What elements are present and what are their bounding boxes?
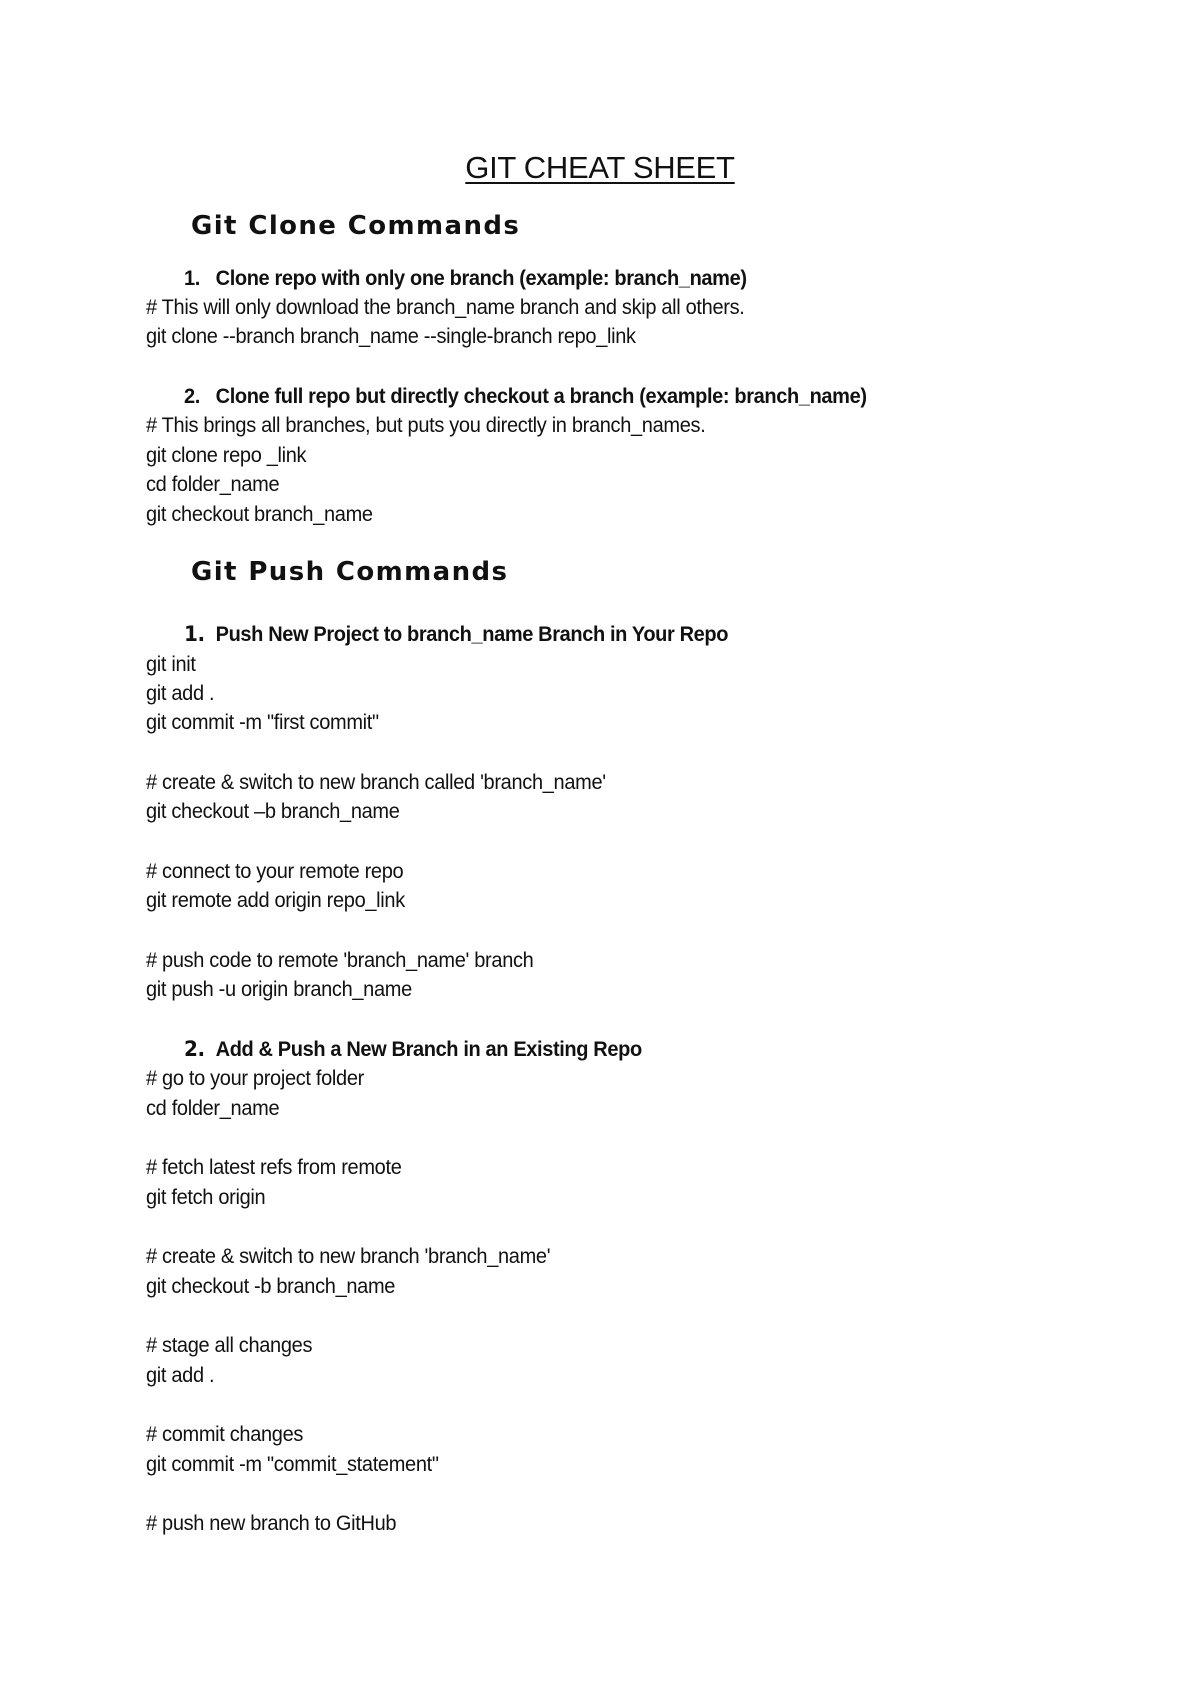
push-item-2-line-7: # stage all changes (146, 1333, 313, 1357)
clone-item-1-line-2: git clone --branch branch_name --single-branch repo_link (146, 324, 636, 348)
push-item-1-line-9: git push -u origin branch_name (146, 977, 412, 1001)
clone-item-2-number: 2. (184, 384, 200, 408)
document-title: GIT CHEAT SHEET (465, 150, 735, 185)
clone-item-2-line-1: # This brings all branches, but puts you directly in branch_names. (146, 413, 706, 437)
push-item-2-line-1: # go to your project folder (146, 1066, 364, 1090)
push-item-2-line-9: # commit changes (146, 1422, 304, 1446)
push-item-1-heading (184, 620, 728, 649)
push-item-2-line-2: cd folder_name (146, 1096, 280, 1120)
clone-item-2-line-3: cd folder_name (146, 472, 280, 496)
section-heading-push: Git Push Commands (191, 557, 509, 587)
clone-item-2-title: Clone full repo but directly checkout a branch (example: branch_name) (215, 384, 867, 408)
push-item-2-line-4: git fetch origin (146, 1185, 266, 1209)
push-item-2-line-10: git commit -m "commit_statement" (146, 1452, 439, 1476)
clone-item-2-line-2: git clone repo _link (146, 443, 307, 467)
push-item-1-line-2: git add . (146, 681, 215, 705)
push-item-2-line-5: # create & switch to new branch 'branch_name' (146, 1244, 551, 1268)
push-item-1-line-5: git checkout –b branch_name (146, 799, 400, 823)
push-item-2-title: Add & Push a New Branch in an Existing Repo (215, 1037, 642, 1061)
push-item-1-title: Push New Project to branch_name Branch in Your Repo (215, 622, 729, 646)
push-item-2-number: 2. (184, 1037, 205, 1062)
push-item-2-heading (184, 1035, 642, 1064)
push-item-2-line-11: # push new branch to GitHub (146, 1511, 397, 1535)
push-item-2-line-6: git checkout -b branch_name (146, 1274, 396, 1298)
push-item-1-line-7: git remote add origin repo_link (146, 888, 405, 912)
push-item-2-line-3: # fetch latest refs from remote (146, 1155, 402, 1179)
push-item-1-number: 1. (184, 622, 205, 647)
push-item-2-line-8: git add . (146, 1363, 215, 1387)
push-item-1-line-1: git init (146, 652, 196, 676)
clone-item-1-title: Clone repo with only one branch (example: branch_name) (215, 266, 747, 290)
push-item-1-line-4: # create & switch to new branch called 'branch_name' (146, 770, 606, 794)
push-item-1-line-6: # connect to your remote repo (146, 859, 404, 883)
push-item-1-line-3: git commit -m "first commit" (146, 710, 379, 734)
clone-item-1-heading (184, 264, 747, 292)
clone-item-1-number: 1. (184, 266, 200, 290)
clone-item-1-line-1: # This will only download the branch_name branch and skip all others. (146, 295, 745, 319)
clone-item-2-line-4: git checkout branch_name (146, 502, 373, 526)
section-heading-clone: Git Clone Commands (191, 211, 521, 241)
push-item-1-line-8: # push code to remote 'branch_name' branch (146, 948, 534, 972)
clone-item-2-heading (184, 382, 867, 410)
